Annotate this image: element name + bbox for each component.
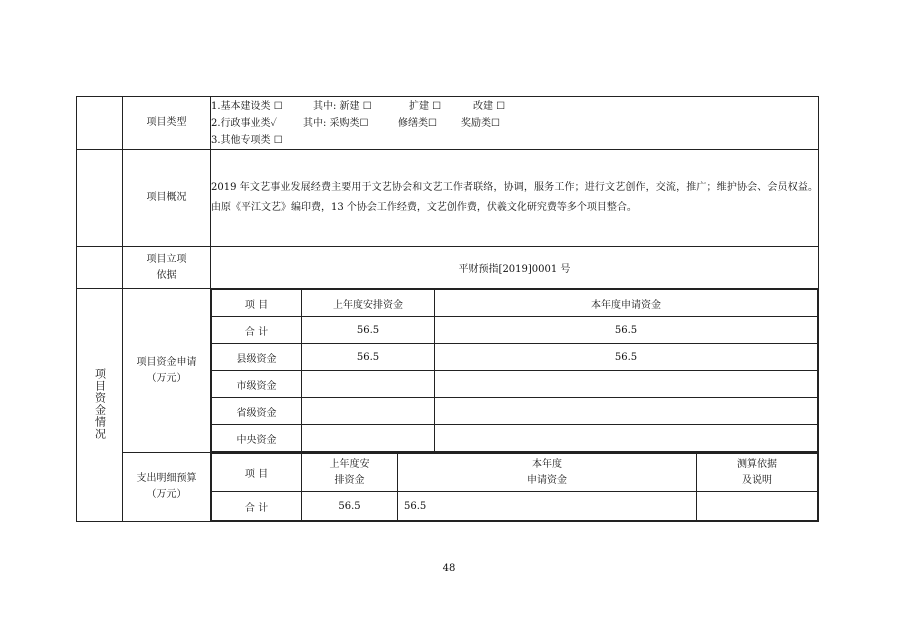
column-header-text: 项 目 bbox=[244, 469, 269, 480]
table-header-row bbox=[212, 454, 818, 492]
type-line-2 bbox=[211, 115, 818, 132]
expenditure-table bbox=[211, 453, 818, 521]
table-row bbox=[212, 371, 818, 398]
cell-value bbox=[302, 398, 435, 425]
cell-value bbox=[435, 425, 818, 452]
cell-value: 56.5 bbox=[435, 344, 818, 371]
basis-label bbox=[123, 247, 211, 289]
expenditure-table-cell bbox=[211, 453, 819, 522]
cell-value: 56.5 bbox=[302, 344, 435, 371]
basis-label-line2: 依据 bbox=[156, 269, 177, 281]
column-header-text: 上年度安 bbox=[329, 458, 370, 470]
column-header: 项 目 bbox=[212, 290, 302, 317]
table-row bbox=[212, 344, 818, 371]
cell-value bbox=[435, 371, 818, 398]
type-basic-construction: 1.基本建设类 ☐ bbox=[211, 100, 283, 112]
type-reward: 奖励类☐ bbox=[461, 117, 500, 129]
column-header-text: 本年度 bbox=[532, 458, 562, 470]
expenditure-label bbox=[123, 453, 211, 522]
blank-section-cell bbox=[77, 247, 123, 289]
type-other-special: 3.其他专项类 ☐ bbox=[211, 134, 283, 146]
table-row bbox=[212, 398, 818, 425]
column-header bbox=[302, 454, 398, 492]
expenditure-label-line1: 支出明细预算 bbox=[136, 473, 197, 484]
table-header-row bbox=[212, 290, 818, 317]
overview-label: 项目概况 bbox=[123, 150, 211, 247]
blank-section-cell bbox=[77, 97, 123, 150]
column-header bbox=[398, 454, 697, 492]
application-table bbox=[211, 289, 818, 452]
type-line-3 bbox=[211, 132, 818, 149]
application-label bbox=[123, 289, 211, 453]
cell-value bbox=[435, 398, 818, 425]
cell-value bbox=[697, 492, 818, 521]
column-header-text: 申请资金 bbox=[527, 474, 567, 486]
row-label: 市级资金 bbox=[212, 371, 302, 398]
table-row bbox=[212, 425, 818, 452]
type-procurement: 其中: 采购类☐ bbox=[303, 117, 369, 129]
type-administrative: 2.行政事业类✓ bbox=[211, 117, 277, 129]
column-header-text: 排资金 bbox=[334, 474, 365, 486]
column-header bbox=[697, 454, 818, 492]
table-row bbox=[212, 317, 818, 344]
funds-section-label: 项目资金情况 bbox=[93, 367, 107, 440]
table-row bbox=[212, 492, 818, 521]
type-new-build: 其中: 新建 ☐ bbox=[313, 100, 372, 112]
page-number: 48 bbox=[442, 563, 456, 574]
row-label: 中央资金 bbox=[212, 425, 302, 452]
row-label: 合 计 bbox=[212, 317, 302, 344]
project-type-label: 项目类型 bbox=[123, 97, 211, 150]
basis-value: 平财预指[2019]0001 号 bbox=[211, 247, 819, 289]
cell-value bbox=[302, 425, 435, 452]
row-label: 合 计 bbox=[212, 492, 302, 521]
application-label-line1: 项目资金申请 bbox=[136, 356, 197, 368]
type-line-1 bbox=[211, 98, 818, 115]
cell-value: 56.5 bbox=[398, 492, 697, 521]
project-type-options bbox=[211, 97, 819, 150]
column-header-text: 及说明 bbox=[742, 474, 772, 486]
cell-value: 56.5 bbox=[302, 317, 435, 344]
row-label: 县级资金 bbox=[212, 344, 302, 371]
overview-text: 2019 年文艺事业发展经费主要用于文艺协会和文艺工作者联络，协调，服务工作；进行文艺创作，交流，推广；维护协会、会员权益。由原《平江文艺》编印费，13 个协会工作经费，文艺创作费，伏羲文化研究费等多个项目整合。 bbox=[211, 150, 819, 247]
column-header bbox=[212, 454, 302, 492]
project-form-table bbox=[76, 96, 819, 522]
column-header: 本年度申请资金 bbox=[435, 290, 818, 317]
column-header-text: 测算依据 bbox=[737, 458, 777, 470]
expenditure-label-line2: （万元） bbox=[146, 489, 187, 500]
cell-value: 56.5 bbox=[302, 492, 398, 521]
column-header: 上年度安排资金 bbox=[302, 290, 435, 317]
application-table-cell bbox=[211, 289, 819, 453]
funds-section-cell bbox=[77, 289, 123, 522]
type-repair: 修缮类☐ bbox=[398, 117, 437, 129]
application-label-line2: （万元） bbox=[146, 372, 187, 384]
basis-label-line1: 项目立项 bbox=[146, 253, 187, 265]
cell-value bbox=[302, 371, 435, 398]
type-rebuild: 改建 ☐ bbox=[473, 100, 506, 112]
cell-value: 56.5 bbox=[435, 317, 818, 344]
blank-section-cell bbox=[77, 150, 123, 247]
row-label: 省级资金 bbox=[212, 398, 302, 425]
type-expand: 扩建 ☐ bbox=[409, 100, 442, 112]
